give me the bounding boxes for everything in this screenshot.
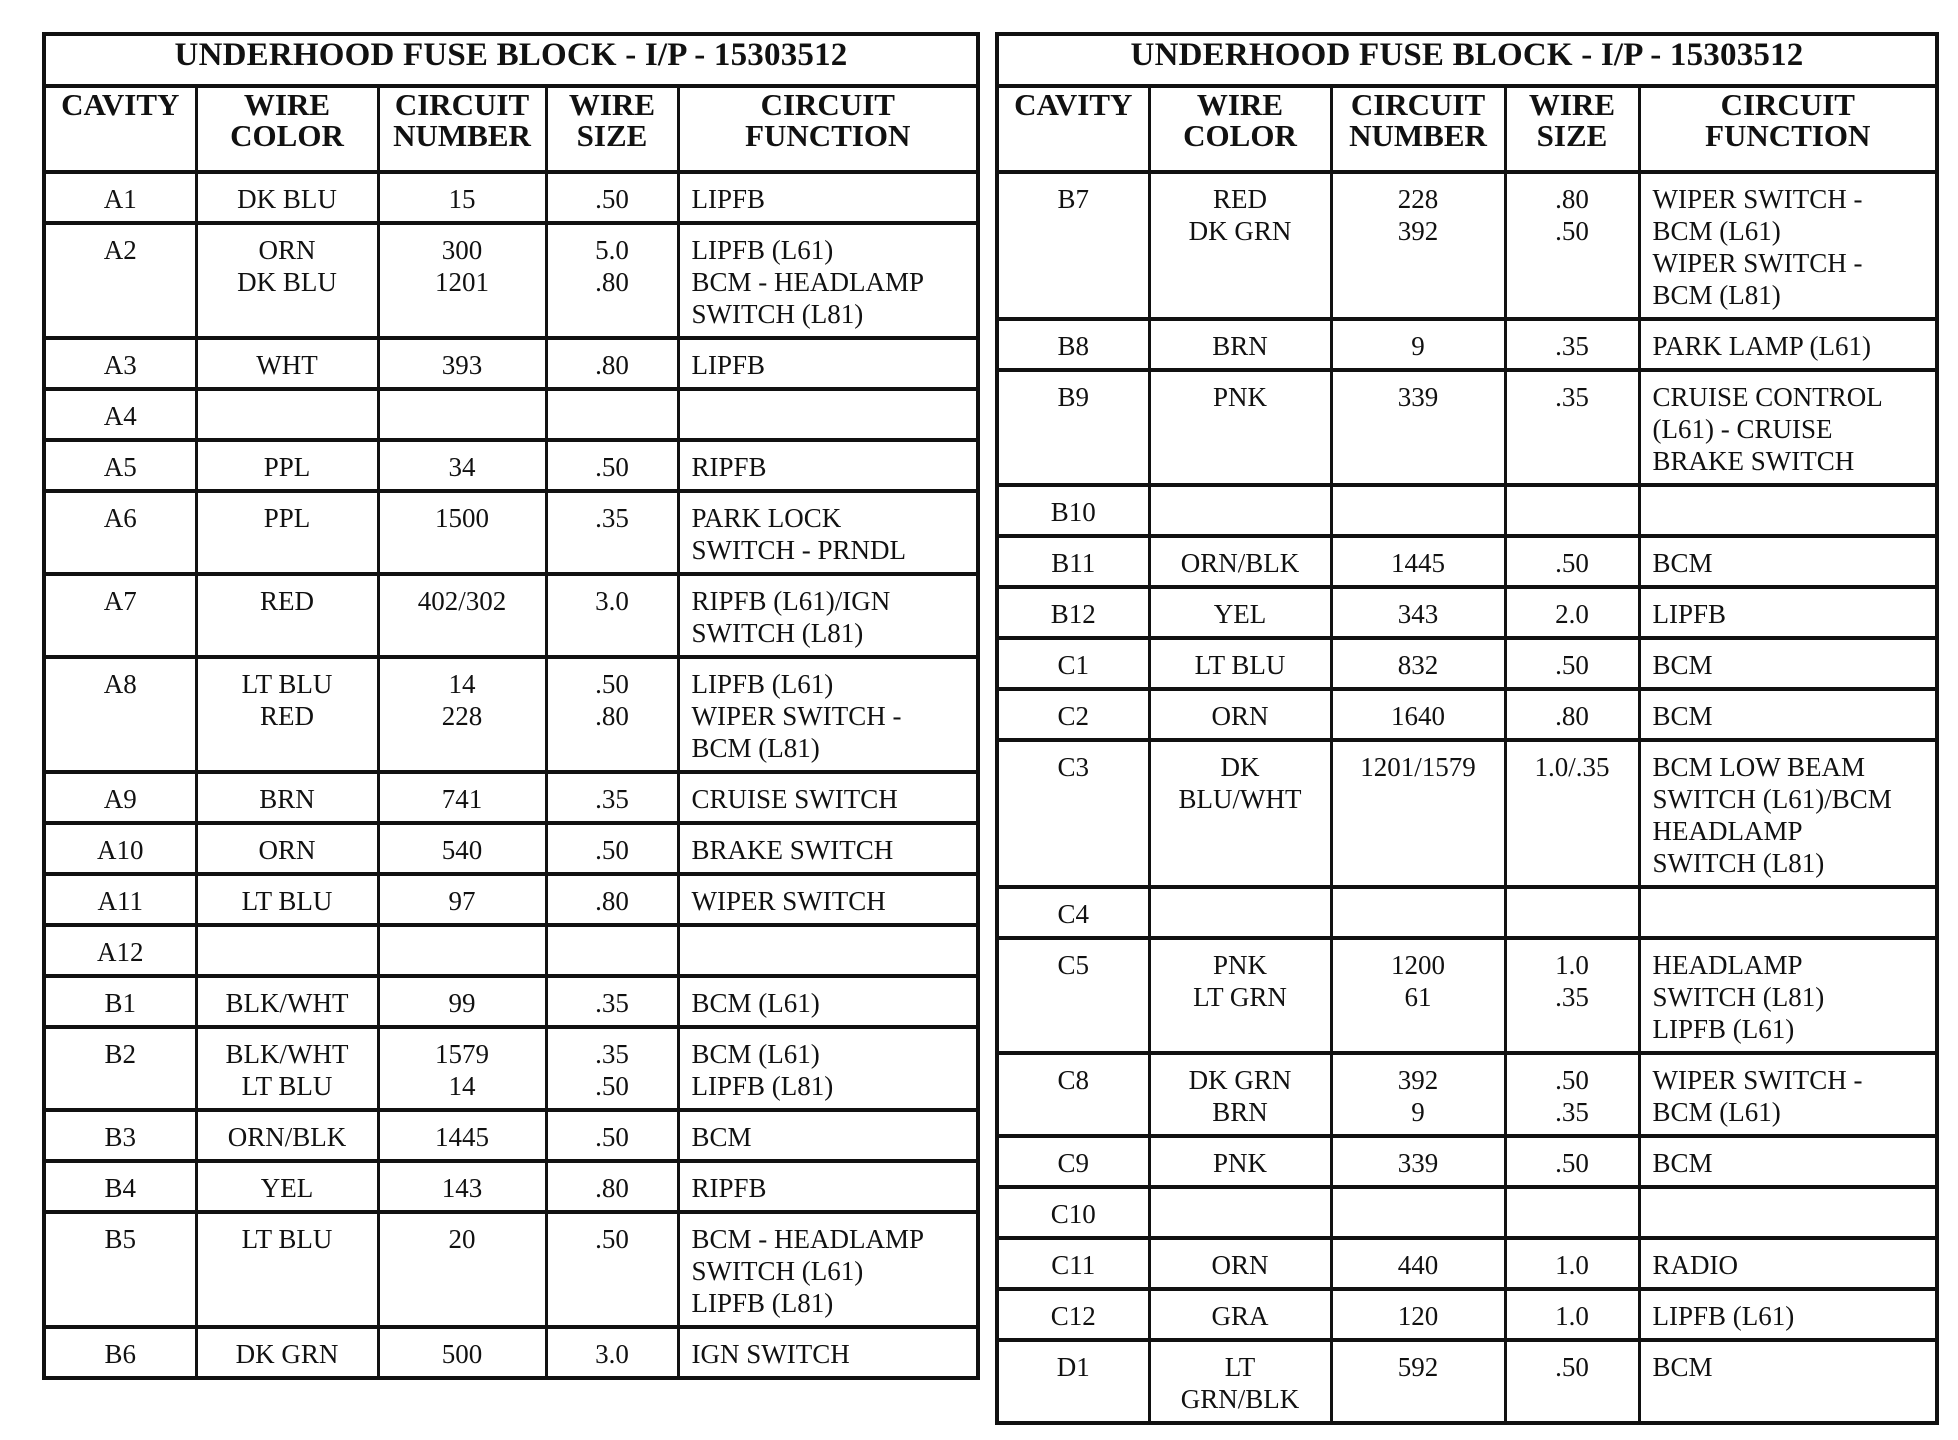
wire-size-cell: .50	[546, 1212, 678, 1327]
fuse-table-right	[995, 32, 1939, 1425]
wire-color-cell: GRA	[1149, 1289, 1331, 1340]
wire-size-cell: .80 .50	[1505, 172, 1639, 319]
circuit-number-cell: 339	[1331, 370, 1505, 485]
circuit-number-cell: 402/302	[378, 574, 546, 657]
circuit-function-cell	[1639, 887, 1937, 938]
table-row	[997, 740, 1937, 887]
wire-color-cell	[1149, 485, 1331, 536]
wire-size-cell: .50 .35	[1505, 1053, 1639, 1136]
wire-size-cell: .80	[1505, 689, 1639, 740]
wire-color-cell	[196, 925, 378, 976]
circuit-function-cell: BCM	[1639, 1340, 1937, 1423]
cavity-cell: A9	[44, 772, 196, 823]
circuit-function-cell: BCM	[678, 1110, 978, 1161]
wire-size-cell: .80	[546, 338, 678, 389]
circuit-number-cell: 540	[378, 823, 546, 874]
cavity-cell: B4	[44, 1161, 196, 1212]
fuse-table-left	[42, 32, 980, 1380]
wire-color-cell	[196, 389, 378, 440]
table-row	[44, 172, 978, 223]
table-row	[44, 1212, 978, 1327]
circuit-function-cell: BCM - HEADLAMP SWITCH (L61) LIPFB (L81)	[678, 1212, 978, 1327]
wire-size-cell: .35	[1505, 319, 1639, 370]
table-row	[997, 172, 1937, 319]
table-row	[44, 772, 978, 823]
wire-size-cell: 3.0	[546, 574, 678, 657]
table-row	[997, 638, 1937, 689]
wire-color-cell: PPL	[196, 440, 378, 491]
wire-color-cell	[1149, 887, 1331, 938]
wire-color-cell: DK BLU	[196, 172, 378, 223]
circuit-number-cell: 228 392	[1331, 172, 1505, 319]
cavity-cell: A4	[44, 389, 196, 440]
table-row	[44, 223, 978, 338]
circuit-function-cell: CRUISE SWITCH	[678, 772, 978, 823]
table-row	[997, 1238, 1937, 1289]
circuit-number-cell: 15	[378, 172, 546, 223]
wire-size-cell: .50	[546, 823, 678, 874]
cavity-cell: C10	[997, 1187, 1149, 1238]
circuit-function-cell: BCM (L61)	[678, 976, 978, 1027]
table-row	[44, 1161, 978, 1212]
wire-size-cell: .35	[546, 772, 678, 823]
wire-color-cell: PNK	[1149, 1136, 1331, 1187]
wire-color-cell: LT GRN/BLK	[1149, 1340, 1331, 1423]
circuit-number-cell: 440	[1331, 1238, 1505, 1289]
wire-size-cell: .80	[546, 1161, 678, 1212]
wire-color-cell: ORN	[196, 823, 378, 874]
cavity-cell: B11	[997, 536, 1149, 587]
header-cavity: CAVITY	[997, 86, 1149, 172]
circuit-function-cell	[678, 389, 978, 440]
table-row	[997, 887, 1937, 938]
cavity-cell: B9	[997, 370, 1149, 485]
wire-color-cell: WHT	[196, 338, 378, 389]
table-row	[44, 976, 978, 1027]
wire-color-cell: LT BLU	[196, 874, 378, 925]
cavity-cell: C2	[997, 689, 1149, 740]
cavity-cell: C12	[997, 1289, 1149, 1340]
cavity-cell: A11	[44, 874, 196, 925]
wire-color-cell: RED DK GRN	[1149, 172, 1331, 319]
circuit-number-cell: 592	[1331, 1340, 1505, 1423]
wire-size-cell: .35	[546, 491, 678, 574]
wire-color-cell: LT BLU	[1149, 638, 1331, 689]
circuit-function-cell: IGN SWITCH	[678, 1327, 978, 1378]
circuit-function-cell: WIPER SWITCH - BCM (L61) WIPER SWITCH - BCM (L81)	[1639, 172, 1937, 319]
circuit-function-cell: BCM	[1639, 536, 1937, 587]
circuit-number-cell: 99	[378, 976, 546, 1027]
wire-size-cell	[1505, 1187, 1639, 1238]
wire-size-cell: .50	[546, 172, 678, 223]
circuit-function-cell: WIPER SWITCH	[678, 874, 978, 925]
table-row	[997, 485, 1937, 536]
table-row	[44, 823, 978, 874]
cavity-cell: B6	[44, 1327, 196, 1378]
circuit-function-cell: LIPFB (L61) BCM - HEADLAMP SWITCH (L81)	[678, 223, 978, 338]
circuit-number-cell: 1640	[1331, 689, 1505, 740]
circuit-function-cell	[1639, 1187, 1937, 1238]
cavity-cell: B2	[44, 1027, 196, 1110]
circuit-function-cell: BCM	[1639, 638, 1937, 689]
table-row	[997, 689, 1937, 740]
wire-color-cell: LT BLU	[196, 1212, 378, 1327]
circuit-function-cell: LIPFB	[678, 172, 978, 223]
wire-color-cell: RED	[196, 574, 378, 657]
header-row	[997, 86, 1937, 172]
table-row	[997, 1289, 1937, 1340]
wire-color-cell: BLK/WHT	[196, 976, 378, 1027]
wire-color-cell: YEL	[1149, 587, 1331, 638]
table-row	[44, 491, 978, 574]
circuit-number-cell: 120	[1331, 1289, 1505, 1340]
circuit-function-cell: RIPFB	[678, 440, 978, 491]
cavity-cell: A2	[44, 223, 196, 338]
wire-color-cell: PPL	[196, 491, 378, 574]
wire-color-cell: ORN DK BLU	[196, 223, 378, 338]
circuit-number-cell: 14 228	[378, 657, 546, 772]
wire-color-cell: DK GRN	[196, 1327, 378, 1378]
circuit-number-cell: 393	[378, 338, 546, 389]
wire-size-cell: .35	[1505, 370, 1639, 485]
wire-size-cell: .50	[1505, 1340, 1639, 1423]
circuit-number-cell: 1500	[378, 491, 546, 574]
wire-size-cell: .50	[546, 440, 678, 491]
cavity-cell: B12	[997, 587, 1149, 638]
cavity-cell: C11	[997, 1238, 1149, 1289]
cavity-cell: B1	[44, 976, 196, 1027]
header-wire-size: WIRE SIZE	[546, 86, 678, 172]
circuit-number-cell: 500	[378, 1327, 546, 1378]
table-row	[44, 1110, 978, 1161]
cavity-cell: C4	[997, 887, 1149, 938]
cavity-cell: C8	[997, 1053, 1149, 1136]
wire-size-cell	[1505, 887, 1639, 938]
cavity-cell: C5	[997, 938, 1149, 1053]
cavity-cell: B10	[997, 485, 1149, 536]
table-title: UNDERHOOD FUSE BLOCK - I/P - 15303512	[997, 34, 1937, 86]
wire-size-cell: .50	[1505, 1136, 1639, 1187]
table-row	[44, 389, 978, 440]
circuit-function-cell: PARK LOCK SWITCH - PRNDL	[678, 491, 978, 574]
wire-size-cell	[546, 925, 678, 976]
header-wire-color: WIRE COLOR	[196, 86, 378, 172]
circuit-function-cell	[1639, 485, 1937, 536]
header-wire-size: WIRE SIZE	[1505, 86, 1639, 172]
circuit-number-cell: 20	[378, 1212, 546, 1327]
wire-size-cell: .50	[546, 1110, 678, 1161]
circuit-function-cell: LIPFB	[678, 338, 978, 389]
cavity-cell: B5	[44, 1212, 196, 1327]
cavity-cell: A1	[44, 172, 196, 223]
circuit-number-cell: 1200 61	[1331, 938, 1505, 1053]
circuit-number-cell: 143	[378, 1161, 546, 1212]
table-body	[44, 172, 978, 1378]
table-row	[44, 574, 978, 657]
wire-color-cell: PNK LT GRN	[1149, 938, 1331, 1053]
circuit-number-cell	[1331, 1187, 1505, 1238]
table-row	[44, 440, 978, 491]
cavity-cell: C9	[997, 1136, 1149, 1187]
wire-size-cell: .50	[1505, 536, 1639, 587]
circuit-number-cell: 300 1201	[378, 223, 546, 338]
circuit-number-cell: 1201/1579	[1331, 740, 1505, 887]
wire-color-cell: PNK	[1149, 370, 1331, 485]
table-row	[997, 536, 1937, 587]
circuit-number-cell: 9	[1331, 319, 1505, 370]
table-row	[997, 938, 1937, 1053]
circuit-number-cell: 339	[1331, 1136, 1505, 1187]
table-row	[44, 925, 978, 976]
wire-size-cell: 1.0	[1505, 1289, 1639, 1340]
table-body	[997, 172, 1937, 1423]
table-row	[997, 319, 1937, 370]
wire-color-cell: DK GRN BRN	[1149, 1053, 1331, 1136]
circuit-number-cell: 1445	[1331, 536, 1505, 587]
circuit-number-cell	[378, 925, 546, 976]
wire-size-cell	[546, 389, 678, 440]
wire-color-cell: BRN	[196, 772, 378, 823]
circuit-number-cell: 1445	[378, 1110, 546, 1161]
table-row	[997, 1340, 1937, 1423]
table-row	[44, 657, 978, 772]
wire-size-cell: 5.0 .80	[546, 223, 678, 338]
circuit-number-cell	[1331, 485, 1505, 536]
table-title: UNDERHOOD FUSE BLOCK - I/P - 15303512	[44, 34, 978, 86]
cavity-cell: A7	[44, 574, 196, 657]
wire-size-cell: .50	[1505, 638, 1639, 689]
table-row	[997, 370, 1937, 485]
wire-color-cell: BLK/WHT LT BLU	[196, 1027, 378, 1110]
wire-size-cell: 1.0	[1505, 1238, 1639, 1289]
cavity-cell: B7	[997, 172, 1149, 319]
cavity-cell: A6	[44, 491, 196, 574]
circuit-function-cell: RADIO	[1639, 1238, 1937, 1289]
wire-color-cell: DK BLU/WHT	[1149, 740, 1331, 887]
wire-size-cell: 3.0	[546, 1327, 678, 1378]
header-circuit-function: CIRCUIT FUNCTION	[1639, 86, 1937, 172]
wire-size-cell: .50 .80	[546, 657, 678, 772]
circuit-function-cell: BCM	[1639, 689, 1937, 740]
circuit-function-cell: PARK LAMP (L61)	[1639, 319, 1937, 370]
wire-color-cell	[1149, 1187, 1331, 1238]
wire-size-cell: .35 .50	[546, 1027, 678, 1110]
header-circuit-number: CIRCUIT NUMBER	[1331, 86, 1505, 172]
circuit-function-cell: HEADLAMP SWITCH (L81) LIPFB (L61)	[1639, 938, 1937, 1053]
circuit-function-cell: BCM (L61) LIPFB (L81)	[678, 1027, 978, 1110]
wire-size-cell: 1.0 .35	[1505, 938, 1639, 1053]
table-row	[44, 1327, 978, 1378]
circuit-function-cell	[678, 925, 978, 976]
table-row	[44, 1027, 978, 1110]
wire-color-cell: ORN	[1149, 1238, 1331, 1289]
table-row	[997, 1136, 1937, 1187]
table-row	[997, 587, 1937, 638]
cavity-cell: C3	[997, 740, 1149, 887]
circuit-function-cell: RIPFB (L61)/IGN SWITCH (L81)	[678, 574, 978, 657]
circuit-function-cell: WIPER SWITCH - BCM (L61)	[1639, 1053, 1937, 1136]
wire-color-cell: BRN	[1149, 319, 1331, 370]
table-row	[997, 1053, 1937, 1136]
cavity-cell: D1	[997, 1340, 1149, 1423]
table-row	[44, 874, 978, 925]
header-row	[44, 86, 978, 172]
wire-color-cell: ORN/BLK	[196, 1110, 378, 1161]
circuit-number-cell: 97	[378, 874, 546, 925]
cavity-cell: B3	[44, 1110, 196, 1161]
circuit-number-cell: 832	[1331, 638, 1505, 689]
circuit-function-cell: LIPFB (L61)	[1639, 1289, 1937, 1340]
header-cavity: CAVITY	[44, 86, 196, 172]
wire-color-cell: ORN/BLK	[1149, 536, 1331, 587]
wire-color-cell: ORN	[1149, 689, 1331, 740]
circuit-function-cell: LIPFB (L61) WIPER SWITCH - BCM (L81)	[678, 657, 978, 772]
wire-size-cell: 2.0	[1505, 587, 1639, 638]
header-circuit-function: CIRCUIT FUNCTION	[678, 86, 978, 172]
wire-size-cell: .35	[546, 976, 678, 1027]
circuit-number-cell: 34	[378, 440, 546, 491]
cavity-cell: A12	[44, 925, 196, 976]
cavity-cell: A8	[44, 657, 196, 772]
circuit-number-cell: 741	[378, 772, 546, 823]
wire-size-cell	[1505, 485, 1639, 536]
cavity-cell: C1	[997, 638, 1149, 689]
table-row	[997, 1187, 1937, 1238]
circuit-function-cell: BRAKE SWITCH	[678, 823, 978, 874]
cavity-cell: A5	[44, 440, 196, 491]
circuit-function-cell: LIPFB	[1639, 587, 1937, 638]
cavity-cell: A10	[44, 823, 196, 874]
wire-color-cell: LT BLU RED	[196, 657, 378, 772]
circuit-number-cell	[1331, 887, 1505, 938]
header-wire-color: WIRE COLOR	[1149, 86, 1331, 172]
circuit-function-cell: BCM LOW BEAM SWITCH (L61)/BCM HEADLAMP SWITCH (L81)	[1639, 740, 1937, 887]
table-row	[44, 338, 978, 389]
wire-color-cell: YEL	[196, 1161, 378, 1212]
cavity-cell: A3	[44, 338, 196, 389]
circuit-function-cell: RIPFB	[678, 1161, 978, 1212]
circuit-function-cell: CRUISE CONTROL (L61) - CRUISE BRAKE SWITCH	[1639, 370, 1937, 485]
circuit-number-cell: 343	[1331, 587, 1505, 638]
header-circuit-number: CIRCUIT NUMBER	[378, 86, 546, 172]
cavity-cell: B8	[997, 319, 1149, 370]
wire-size-cell: 1.0/.35	[1505, 740, 1639, 887]
circuit-function-cell: BCM	[1639, 1136, 1937, 1187]
circuit-number-cell: 392 9	[1331, 1053, 1505, 1136]
circuit-number-cell	[378, 389, 546, 440]
circuit-number-cell: 1579 14	[378, 1027, 546, 1110]
wire-size-cell: .80	[546, 874, 678, 925]
